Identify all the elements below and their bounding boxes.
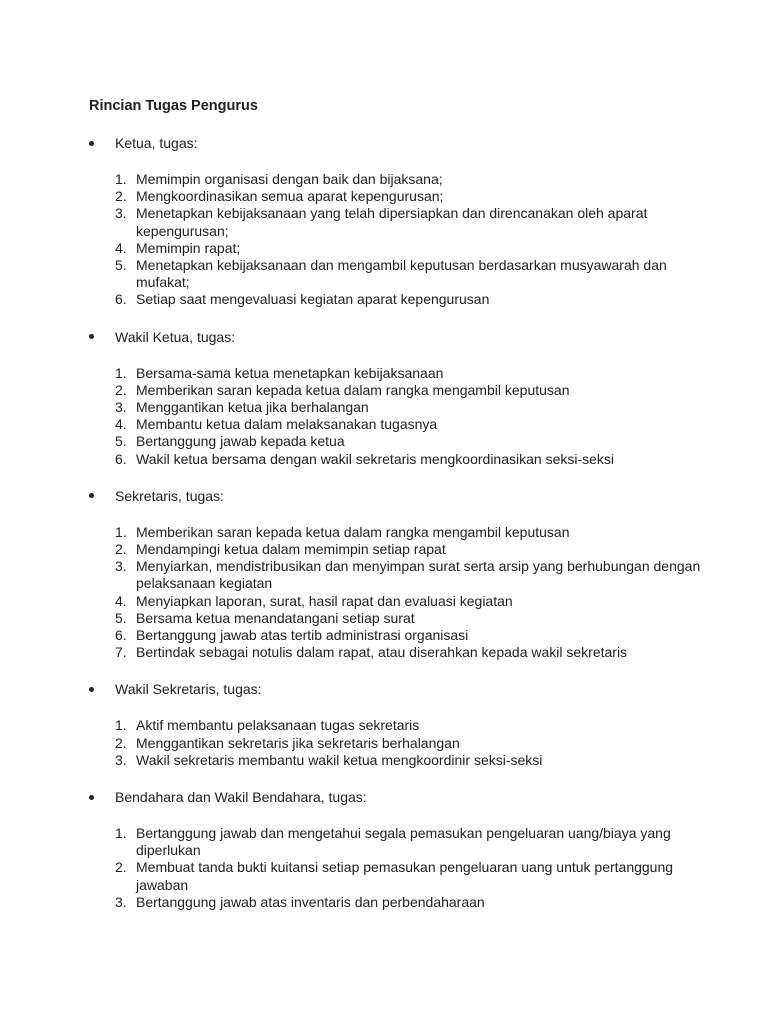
list-item <box>115 188 708 205</box>
bullet-icon <box>89 493 115 498</box>
list-item-text: Bertanggung jawab atas tertib administrasi organisasi <box>136 627 469 644</box>
list-item-number: 6. <box>115 627 127 644</box>
bullet-icon <box>89 334 115 339</box>
sections-container <box>89 134 708 911</box>
list-item-number: 4. <box>115 592 127 609</box>
numbered-list <box>89 171 708 309</box>
list-item <box>115 257 708 291</box>
section-heading-row <box>89 487 708 505</box>
list-item-text: Bertanggung jawab atas inventaris dan perbendaharaan <box>136 893 485 910</box>
list-item-text: Wakil sekretaris membantu wakil ketua mengkoordinir seksi-seksi <box>136 751 543 768</box>
numbered-list <box>89 825 708 911</box>
bullet-icon <box>89 795 115 800</box>
bullet-icon <box>89 141 115 146</box>
document-title: Rincian Tugas Pengurus <box>89 98 258 114</box>
list-item-number: 4. <box>115 239 127 256</box>
list-item-number: 3. <box>115 205 127 222</box>
numbered-list <box>89 717 708 769</box>
list-item <box>115 644 708 661</box>
list-item-text: Memberikan saran kepada ketua dalam rangka mengambil keputusan <box>136 381 570 398</box>
list-item <box>115 894 708 911</box>
list-item <box>115 416 708 433</box>
list-item <box>115 558 708 592</box>
list-item-text: Mendampingi ketua dalam memimpin setiap rapat <box>136 541 446 558</box>
list-item-text: Menetapkan kebijaksanaan dan mengambil keputusan berdasarkan musyawarah dan mufakat; <box>136 257 667 291</box>
list-item-number: 2. <box>115 734 127 751</box>
list-item-number: 1. <box>115 364 127 381</box>
list-item <box>115 240 708 257</box>
list-item <box>115 399 708 416</box>
section <box>89 788 708 911</box>
list-item-number: 6. <box>115 291 127 308</box>
list-item-number: 7. <box>115 644 127 661</box>
list-item-text: Setiap saat mengevaluasi kegiatan aparat kepengurusan <box>136 291 490 308</box>
list-item-number: 3. <box>115 751 127 768</box>
list-item-text: Aktif membantu pelaksanaan tugas sekretaris <box>136 717 420 734</box>
list-item-text: Bertanggung jawab kepada ketua <box>136 433 345 450</box>
list-item <box>115 627 708 644</box>
list-item-number: 4. <box>115 416 127 433</box>
list-item-text: Menyiarkan, mendistribusikan dan menyimpan surat serta arsip yang berhubungan dengan pelaksanaan kegiatan <box>136 558 701 592</box>
list-item <box>115 171 708 188</box>
list-item <box>115 593 708 610</box>
list-item <box>115 205 708 239</box>
list-item <box>115 825 708 859</box>
list-item-text: Bertanggung jawab dan mengetahui segala pemasukan pengeluaran uang/biaya yang diperlukan <box>136 825 671 859</box>
list-item <box>115 382 708 399</box>
list-item-number: 5. <box>115 609 127 626</box>
list-item-number: 1. <box>115 523 127 540</box>
section-heading: Ketua, tugas: <box>115 135 198 151</box>
numbered-list <box>89 524 708 662</box>
section-heading-row <box>89 680 708 698</box>
section <box>89 328 708 468</box>
list-item-number: 6. <box>115 450 127 467</box>
list-item <box>115 610 708 627</box>
list-item <box>115 365 708 382</box>
section-heading: Bendahara dan Wakil Bendahara, tugas: <box>115 789 367 806</box>
list-item-text: Memimpin organisasi dengan baik dan bijaksana; <box>136 171 443 187</box>
list-item-number: 1. <box>115 717 127 734</box>
list-item-text: Menggantikan ketua jika berhalangan <box>136 399 369 416</box>
list-item-text: Membantu ketua dalam melaksanakan tugasnya <box>136 416 438 433</box>
list-item <box>115 735 708 752</box>
list-item-text: Bersama ketua menandatangani setiap surat <box>136 609 415 626</box>
section <box>89 680 708 769</box>
list-item-number: 2. <box>115 188 127 205</box>
section <box>89 134 708 309</box>
list-item-number: 2. <box>115 381 127 398</box>
list-item <box>115 291 708 308</box>
list-item-text: Menggantikan sekretaris jika sekretaris berhalangan <box>136 734 460 751</box>
list-item <box>115 541 708 558</box>
section <box>89 487 708 662</box>
list-item <box>115 451 708 468</box>
list-item-text: Mengkoordinasikan semua aparat kepengurusan; <box>136 188 444 205</box>
list-item-text: Memimpin rapat; <box>136 239 241 256</box>
list-item <box>115 524 708 541</box>
list-item-text: Bersama-sama ketua menetapkan kebijaksanaan <box>136 364 444 381</box>
list-item-number: 3. <box>115 399 127 416</box>
list-item <box>115 859 708 893</box>
list-item-number: 2. <box>115 859 127 876</box>
section-heading-row <box>89 328 708 346</box>
list-item-text: Menyiapkan laporan, surat, hasil rapat dan evaluasi kegiatan <box>136 592 513 609</box>
list-item <box>115 752 708 769</box>
list-item-text: Menetapkan kebijaksanaan yang telah dipersiapkan dan direncanakan oleh aparat kepengurusan; <box>136 205 648 239</box>
list-item <box>115 717 708 734</box>
section-heading: Wakil Ketua, tugas: <box>115 328 236 345</box>
list-item-number: 5. <box>115 433 127 450</box>
list-item-text: Wakil ketua bersama dengan wakil sekretaris mengkoordinasikan seksi-seksi <box>136 450 615 467</box>
list-item <box>115 433 708 450</box>
list-item-number: 3. <box>115 893 127 910</box>
bullet-icon <box>89 687 115 692</box>
numbered-list <box>89 365 708 468</box>
section-heading: Wakil Sekretaris, tugas: <box>115 681 262 698</box>
list-item-number: 5. <box>115 257 127 274</box>
list-item-number: 3. <box>115 558 127 575</box>
list-item-text: Membuat tanda bukti kuitansi setiap pemasukan pengeluaran uang untuk pertanggung jawaban <box>136 859 674 893</box>
section-heading-row <box>89 134 708 152</box>
list-item-number: 1. <box>115 171 127 187</box>
list-item-number: 1. <box>115 825 127 842</box>
list-item-text: Bertindak sebagai notulis dalam rapat, atau diserahkan kepada wakil sekretaris <box>136 644 628 661</box>
list-item-text: Memberikan saran kepada ketua dalam rangka mengambil keputusan <box>136 523 570 540</box>
section-heading-row <box>89 788 708 806</box>
list-item-number: 2. <box>115 541 127 558</box>
section-heading: Sekretaris, tugas: <box>115 487 224 504</box>
